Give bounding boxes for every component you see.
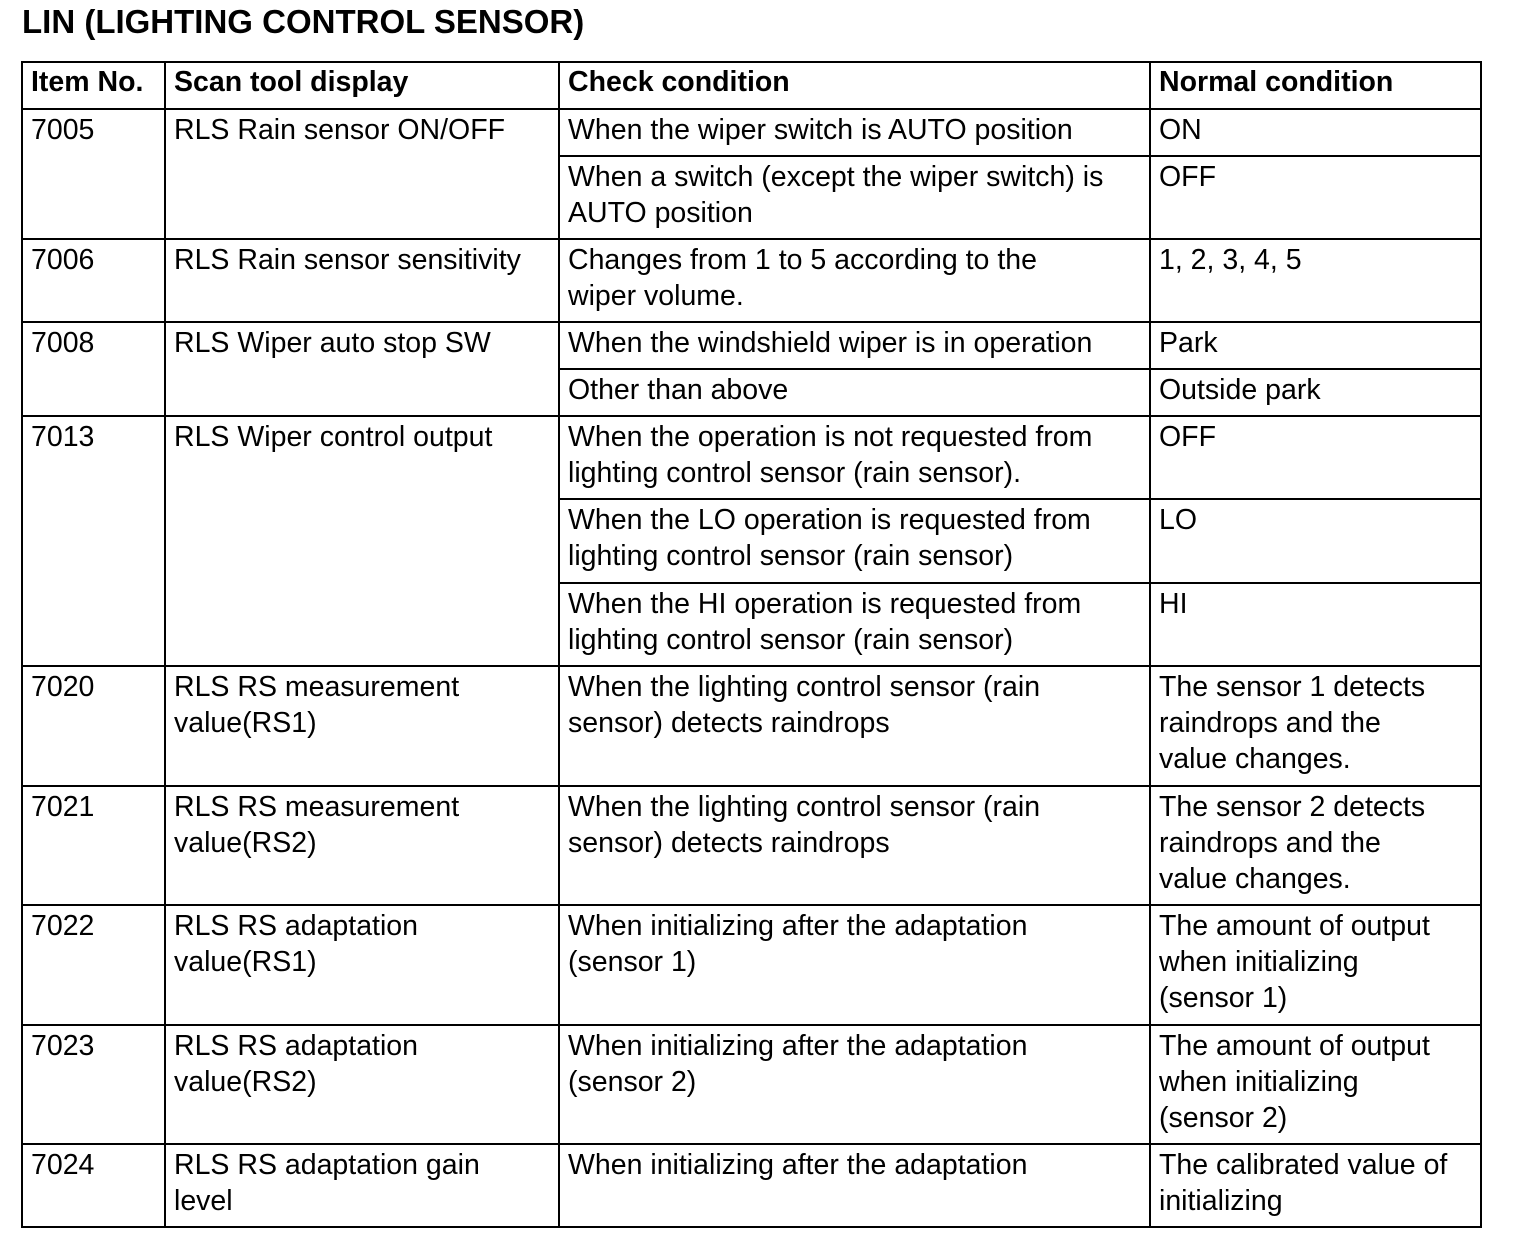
item-no-cell: 7008 [22, 322, 165, 416]
normal-condition-cell: OFF [1150, 156, 1481, 239]
item-no-cell: 7023 [22, 1025, 165, 1144]
table-row [22, 905, 1481, 1025]
item-no-cell: 7022 [22, 905, 165, 1025]
header-item-no: Item No. [22, 62, 165, 109]
normal-condition-cell: ON [1150, 109, 1481, 156]
normal-condition-cell: 1, 2, 3, 4, 5 [1150, 239, 1481, 322]
check-condition-cell: When the lighting control sensor (rain sensor) detects raindrops [559, 666, 1150, 786]
table-header [22, 62, 1481, 109]
check-condition-cell: When the lighting control sensor (rain sensor) detects raindrops [559, 786, 1150, 905]
table-row [22, 109, 1481, 156]
check-condition-cell: When the operation is not requested from lighting control sensor (rain sensor). [559, 416, 1150, 499]
check-condition-cell: When the LO operation is requested from lighting control sensor (rain sensor) [559, 499, 1150, 583]
scan-tool-display-cell: RLS RS measurement value(RS2) [165, 786, 559, 905]
normal-condition-cell: Park [1150, 322, 1481, 369]
table-row [22, 1144, 1481, 1227]
check-condition-cell: When the wiper switch is AUTO position [559, 109, 1150, 156]
table-row [22, 666, 1481, 786]
item-no-cell: 7013 [22, 416, 165, 666]
scan-tool-display-cell: RLS Wiper control output [165, 416, 559, 666]
check-condition-cell: When initializing after the adaptation (sensor 1) [559, 905, 1150, 1025]
scan-tool-display-cell: RLS RS measurement value(RS1) [165, 666, 559, 786]
check-condition-cell: When the windshield wiper is in operation [559, 322, 1150, 369]
item-no-cell: 7006 [22, 239, 165, 322]
normal-condition-cell: The amount of output when initializing (sensor 2) [1150, 1025, 1481, 1144]
normal-condition-cell: HI [1150, 583, 1481, 666]
normal-condition-cell: OFF [1150, 416, 1481, 499]
table-row [22, 322, 1481, 369]
check-condition-cell: Other than above [559, 369, 1150, 416]
check-condition-cell: When the HI operation is requested from lighting control sensor (rain sensor) [559, 583, 1150, 666]
item-no-cell: 7005 [22, 109, 165, 239]
scan-tool-display-cell: RLS RS adaptation value(RS1) [165, 905, 559, 1025]
normal-condition-cell: The sensor 1 detects raindrops and the value changes. [1150, 666, 1481, 786]
normal-condition-cell: Outside park [1150, 369, 1481, 416]
table-body [22, 109, 1481, 1227]
scan-tool-table [21, 61, 1482, 1228]
item-no-cell: 7020 [22, 666, 165, 786]
scan-tool-display-cell: RLS Rain sensor sensitivity [165, 239, 559, 322]
check-condition-cell: When initializing after the adaptation (sensor 2) [559, 1025, 1150, 1144]
check-condition-cell: When a switch (except the wiper switch) is AUTO position [559, 156, 1150, 239]
normal-condition-cell: The sensor 2 detects raindrops and the value changes. [1150, 786, 1481, 905]
scan-tool-display-cell: RLS RS adaptation gain level [165, 1144, 559, 1227]
table-row [22, 786, 1481, 905]
scan-tool-display-cell: RLS RS adaptation value(RS2) [165, 1025, 559, 1144]
check-condition-cell: When initializing after the adaptation [559, 1144, 1150, 1227]
table-row [22, 1025, 1481, 1144]
normal-condition-cell: LO [1150, 499, 1481, 583]
item-no-cell: 7024 [22, 1144, 165, 1227]
header-row [22, 62, 1481, 109]
scan-tool-display-cell: RLS Rain sensor ON/OFF [165, 109, 559, 239]
header-check-condition: Check condition [559, 62, 1150, 109]
scan-tool-display-cell: RLS Wiper auto stop SW [165, 322, 559, 416]
normal-condition-cell: The calibrated value of initializing [1150, 1144, 1481, 1227]
header-scan-tool-display: Scan tool display [165, 62, 559, 109]
page-title: LIN (LIGHTING CONTROL SENSOR) [22, 3, 585, 40]
check-condition-cell: Changes from 1 to 5 according to the wiper volume. [559, 239, 1150, 322]
item-no-cell: 7021 [22, 786, 165, 905]
table-row [22, 416, 1481, 499]
table-row [22, 239, 1481, 322]
normal-condition-cell: The amount of output when initializing (sensor 1) [1150, 905, 1481, 1025]
header-normal-condition: Normal condition [1150, 62, 1481, 109]
